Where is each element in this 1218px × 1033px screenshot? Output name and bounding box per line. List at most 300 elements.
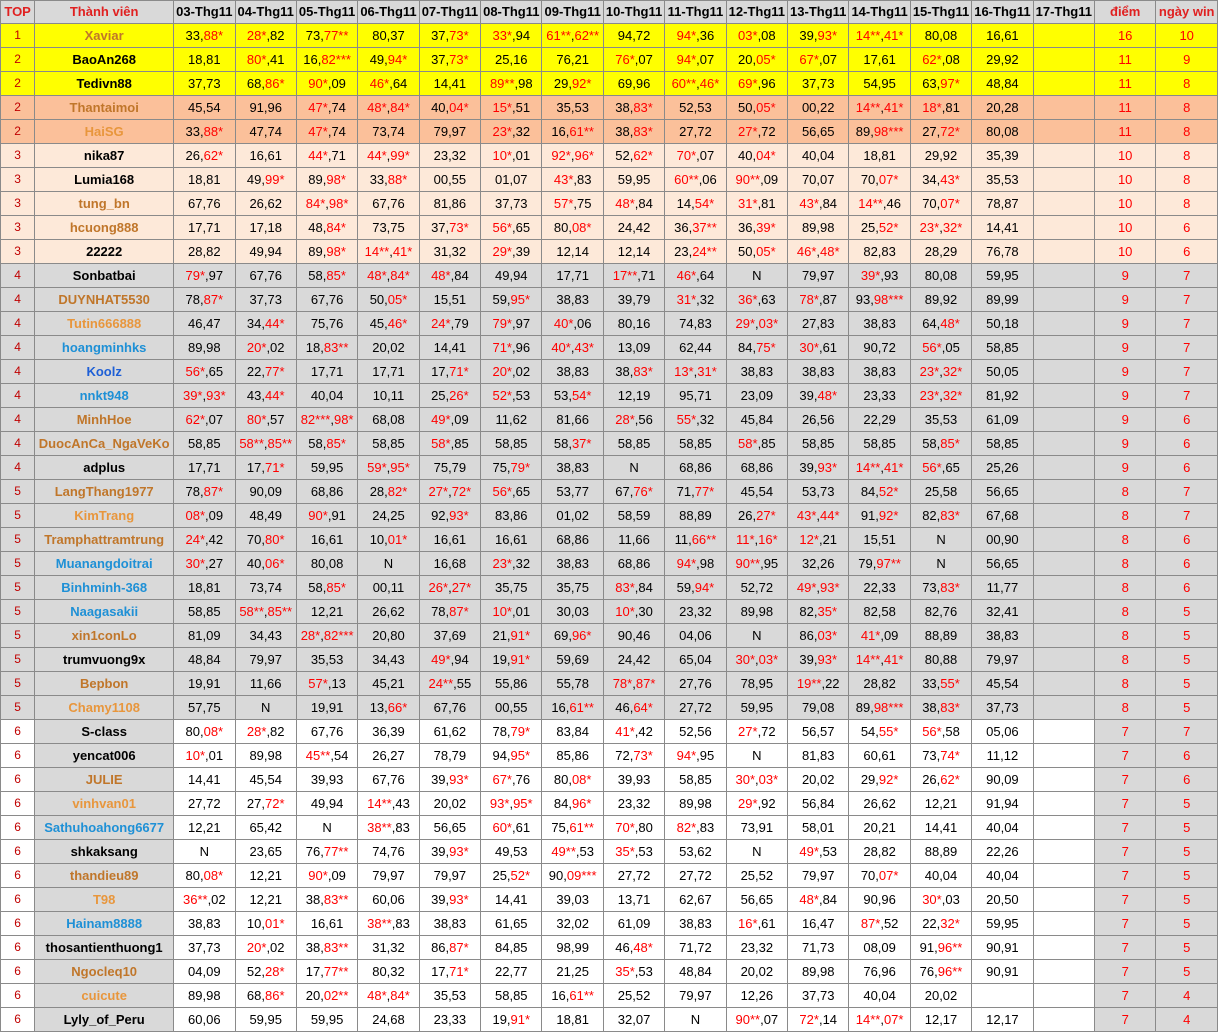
win-days-cell: 6 [1156,432,1218,456]
day-result-cell: 36,39* [726,216,787,240]
day-result-cell: 19,91* [481,648,542,672]
day-result-cell: 80,08* [174,720,235,744]
member-name: Sathuhoahong6677 [35,816,174,840]
day-result-cell: 61,09 [972,408,1033,432]
rank-cell: 4 [1,336,35,360]
day-result-cell: 48*,84 [603,192,664,216]
day-result-cell: 94*,98 [665,552,726,576]
day-result-cell: 17,77** [296,960,357,984]
day-result-cell: 10*,01 [481,144,542,168]
points-cell: 9 [1094,312,1155,336]
day-result-cell: 36*,63 [726,288,787,312]
day-result-cell: N [358,552,419,576]
member-name: cuicute [35,984,174,1008]
column-header: điểm [1094,1,1155,24]
table-row [1,912,1218,936]
day-result-cell [1033,120,1094,144]
day-result-cell: 67,76 [358,192,419,216]
member-name: 22222 [35,240,174,264]
day-result-cell: 24,42 [603,216,664,240]
win-days-cell: 8 [1156,144,1218,168]
points-cell: 7 [1094,960,1155,984]
day-result-cell: 83,86 [481,504,542,528]
day-result-cell: 17,71 [174,456,235,480]
day-result-cell: 26*,27* [419,576,480,600]
table-row [1,816,1218,840]
day-result-cell: 38,83 [542,456,603,480]
win-days-cell: 7 [1156,720,1218,744]
day-result-cell: 17,18 [235,216,296,240]
win-days-cell: 7 [1156,504,1218,528]
day-result-cell: 59,94* [665,576,726,600]
day-result-cell [1033,576,1094,600]
day-result-cell: 37,73 [972,696,1033,720]
member-name: Ngocleq10 [35,960,174,984]
day-result-cell: 80*,41 [235,48,296,72]
table-row [1,744,1218,768]
points-cell: 7 [1094,768,1155,792]
day-result-cell [1033,792,1094,816]
day-result-cell: 37,73 [481,192,542,216]
day-result-cell: 84,96* [542,792,603,816]
table-row [1,312,1218,336]
member-name: MinhHoe [35,408,174,432]
day-result-cell: 56*,05 [910,336,971,360]
day-result-cell: 69,96 [603,72,664,96]
day-result-cell [1033,48,1094,72]
points-cell: 8 [1094,600,1155,624]
day-result-cell: 82***,98* [296,408,357,432]
day-result-cell: 76,78 [972,240,1033,264]
table-row [1,96,1218,120]
day-result-cell: 89,98*** [849,696,910,720]
day-result-cell: 90,91 [972,936,1033,960]
day-result-cell: 68,86 [542,528,603,552]
day-result-cell: 18,81 [174,48,235,72]
day-result-cell: 23,33 [849,384,910,408]
day-result-cell: 90,46 [603,624,664,648]
day-result-cell: 70*,80 [603,816,664,840]
day-result-cell [1033,168,1094,192]
day-result-cell: 59,69 [542,648,603,672]
day-result-cell: 61,65 [481,912,542,936]
day-result-cell: 38,83 [542,288,603,312]
day-result-cell: 30,03 [542,600,603,624]
table-row [1,600,1218,624]
table-row [1,768,1218,792]
win-days-cell: 7 [1156,264,1218,288]
table-row [1,648,1218,672]
rank-cell: 5 [1,600,35,624]
day-result-cell: 79,97** [849,552,910,576]
day-result-cell: 82,58 [849,600,910,624]
day-result-cell: 58,85 [849,432,910,456]
day-result-cell: 55,78 [542,672,603,696]
day-result-cell: 58,85 [972,432,1033,456]
column-header: Thành viên [35,1,174,24]
member-name: hcuong888 [35,216,174,240]
day-result-cell: 79,97 [419,120,480,144]
member-name: Hainam8888 [35,912,174,936]
day-result-cell: 26,62* [174,144,235,168]
day-result-cell: N [603,456,664,480]
day-result-cell [1033,432,1094,456]
day-result-cell: 94*,07 [665,48,726,72]
day-result-cell: 50,18 [972,312,1033,336]
day-result-cell: 22,77 [481,960,542,984]
day-result-cell: 43*,83 [542,168,603,192]
day-result-cell: 29,92* [849,768,910,792]
day-result-cell: 52,62* [603,144,664,168]
day-result-cell: 60**,46* [665,72,726,96]
day-result-cell: 59,95 [235,1008,296,1032]
day-result-cell: 14,54* [665,192,726,216]
day-result-cell: 13,71 [603,888,664,912]
day-result-cell: 75,79* [481,456,542,480]
points-cell: 9 [1094,432,1155,456]
day-result-cell: 78,95 [726,672,787,696]
day-result-cell: 68,86* [235,984,296,1008]
day-result-cell: 37,73* [419,48,480,72]
day-result-cell: 34,43* [910,168,971,192]
member-name: Tutin666888 [35,312,174,336]
points-cell: 10 [1094,144,1155,168]
day-result-cell: 38,83* [603,360,664,384]
day-result-cell: 56,65 [419,816,480,840]
day-result-cell: 91,94 [972,792,1033,816]
day-result-cell: 14**,41* [849,648,910,672]
day-result-cell: 16,61 [419,528,480,552]
day-result-cell: 89,98 [726,600,787,624]
day-result-cell: 23,24** [665,240,726,264]
day-result-cell: 12,21 [235,888,296,912]
day-result-cell [1033,96,1094,120]
member-name: Naagasakii [35,600,174,624]
day-result-cell: 11,77 [972,576,1033,600]
member-name: Koolz [35,360,174,384]
day-result-cell: 89,98 [174,984,235,1008]
table-row [1,432,1218,456]
day-result-cell: 63,97* [910,72,971,96]
day-result-cell: 38,83 [726,360,787,384]
day-result-cell: 82,35* [788,600,849,624]
table-row [1,456,1218,480]
day-result-cell: 14**,07* [849,1008,910,1032]
points-cell: 11 [1094,120,1155,144]
day-result-cell: 01,02 [542,504,603,528]
win-days-cell: 6 [1156,576,1218,600]
member-name: hoangminhks [35,336,174,360]
day-result-cell [1033,264,1094,288]
day-result-cell: 56,65 [972,552,1033,576]
day-result-cell: 35,53 [910,408,971,432]
points-cell: 8 [1094,504,1155,528]
day-result-cell: 76,77** [296,840,357,864]
day-result-cell: 73,74 [235,576,296,600]
column-header: 06-Thg11 [358,1,419,24]
day-result-cell: 27,72 [665,864,726,888]
day-result-cell: 17**,71 [603,264,664,288]
points-cell: 8 [1094,624,1155,648]
day-result-cell: 84,85 [481,936,542,960]
day-result-cell: 41*,09 [849,624,910,648]
day-result-cell: 22,33 [849,576,910,600]
column-header: TOP [1,1,35,24]
table-row [1,216,1218,240]
day-result-cell: 39,93 [296,768,357,792]
member-name: LangThang1977 [35,480,174,504]
day-result-cell: 81,92 [972,384,1033,408]
day-result-cell: 81,86 [419,192,480,216]
day-result-cell: 25,52 [603,984,664,1008]
day-result-cell: 23,33 [419,1008,480,1032]
day-result-cell: 27,72* [235,792,296,816]
day-result-cell [1033,528,1094,552]
day-result-cell: 79,97 [788,264,849,288]
day-result-cell [1033,552,1094,576]
day-result-cell: 25,52 [726,864,787,888]
day-result-cell: 00,55 [419,168,480,192]
rank-cell: 4 [1,312,35,336]
day-result-cell: 67*,76 [481,768,542,792]
table-row [1,504,1218,528]
table-row [1,144,1218,168]
day-result-cell: 23*,32 [481,552,542,576]
day-result-cell: 25,52* [849,216,910,240]
day-result-cell: 38,83** [296,888,357,912]
day-result-cell: 67,76 [358,768,419,792]
win-days-cell: 5 [1156,888,1218,912]
day-result-cell: 23*,32 [481,120,542,144]
member-name: adplus [35,456,174,480]
table-row [1,168,1218,192]
day-result-cell: 84,75* [726,336,787,360]
day-result-cell: 76,96 [849,960,910,984]
day-result-cell: 65,04 [665,648,726,672]
day-result-cell: 57*,13 [296,672,357,696]
day-result-cell: 17,71 [542,264,603,288]
day-result-cell: 20,02 [358,336,419,360]
day-result-cell: 49,94 [235,240,296,264]
win-days-cell: 8 [1156,120,1218,144]
day-result-cell: 12,19 [603,384,664,408]
day-result-cell: 39,93* [788,456,849,480]
points-cell: 9 [1094,264,1155,288]
day-result-cell: 74,83 [665,312,726,336]
day-result-cell: 29*,92 [726,792,787,816]
day-result-cell: 80,08* [542,216,603,240]
win-days-cell: 5 [1156,864,1218,888]
member-name: DuocAnCa_NgaVeKo [35,432,174,456]
win-days-cell: 4 [1156,1008,1218,1032]
day-result-cell: 60,06 [358,888,419,912]
day-result-cell: 33,88* [358,168,419,192]
day-result-cell [972,984,1033,1008]
win-days-cell: 5 [1156,600,1218,624]
day-result-cell: 49*,53 [788,840,849,864]
day-result-cell: 37,73 [235,288,296,312]
day-result-cell: 24,68 [358,1008,419,1032]
column-header: 09-Thg11 [542,1,603,24]
member-name: Xaviar [35,24,174,48]
day-result-cell: 40,04 [910,864,971,888]
day-result-cell: 39,93* [419,840,480,864]
points-cell: 7 [1094,744,1155,768]
day-result-cell: 28,29 [910,240,971,264]
day-result-cell: 12,14 [542,240,603,264]
day-result-cell: 78*,87 [788,288,849,312]
rank-cell: 4 [1,456,35,480]
member-name: nnkt948 [35,384,174,408]
member-name: thosantienthuong1 [35,936,174,960]
rank-cell: 5 [1,552,35,576]
day-result-cell: 58**,85** [235,600,296,624]
points-cell: 9 [1094,408,1155,432]
day-result-cell [1033,312,1094,336]
day-result-cell: 75,76 [296,312,357,336]
day-result-cell: 32,41 [972,600,1033,624]
day-result-cell: 34,43 [358,648,419,672]
day-result-cell: 48*,84* [358,264,419,288]
day-result-cell: 53,62 [665,840,726,864]
day-result-cell: 40,04 [972,816,1033,840]
day-result-cell: 37,73 [788,72,849,96]
day-result-cell: 16,61 [235,144,296,168]
table-row [1,672,1218,696]
day-result-cell: 04,06 [665,624,726,648]
day-result-cell: 59,95 [296,456,357,480]
day-result-cell: 38,83* [910,696,971,720]
day-result-cell: 76,96** [910,960,971,984]
rank-cell: 1 [1,24,35,48]
table-row [1,264,1218,288]
points-cell: 10 [1094,168,1155,192]
day-result-cell: 83,84 [542,720,603,744]
day-result-cell [1033,624,1094,648]
day-result-cell: 95,71 [665,384,726,408]
day-result-cell: 58,85 [481,432,542,456]
table-row [1,384,1218,408]
day-result-cell: 67,76 [296,288,357,312]
day-result-cell: 27*,72 [726,720,787,744]
day-result-cell: 14,41 [419,72,480,96]
day-result-cell: 60,61 [849,744,910,768]
day-result-cell [1033,504,1094,528]
day-result-cell: 46*,64 [358,72,419,96]
points-cell: 7 [1094,720,1155,744]
member-name: DUYNHAT5530 [35,288,174,312]
day-result-cell: 55*,32 [665,408,726,432]
day-result-cell: 33*,94 [481,24,542,48]
day-result-cell: 92*,96* [542,144,603,168]
day-result-cell: 89,98 [235,744,296,768]
day-result-cell [1033,696,1094,720]
day-result-cell: 03*,08 [726,24,787,48]
day-result-cell: 14**,43 [358,792,419,816]
day-result-cell: 39,79 [603,288,664,312]
day-result-cell: 56*,65 [481,216,542,240]
day-result-cell: 38,83 [542,552,603,576]
member-name: Lumia168 [35,168,174,192]
day-result-cell: 59,95 [972,912,1033,936]
rank-cell: 3 [1,216,35,240]
win-days-cell: 6 [1156,408,1218,432]
table-row [1,360,1218,384]
day-result-cell: 05,06 [972,720,1033,744]
column-header: 16-Thg11 [972,1,1033,24]
day-result-cell: 27,72 [665,696,726,720]
day-result-cell: 48,84 [665,960,726,984]
day-result-cell: 11,66 [603,528,664,552]
day-result-cell: 25,52* [481,864,542,888]
day-result-cell: 89,92 [910,288,971,312]
day-result-cell: 68,86* [235,72,296,96]
day-result-cell: 00,55 [481,696,542,720]
day-result-cell: 38,83 [849,312,910,336]
day-result-cell: 89,98 [665,792,726,816]
day-result-cell: 30*,03* [726,648,787,672]
day-result-cell: 11,66 [235,672,296,696]
rank-cell: 6 [1,888,35,912]
day-result-cell: 39,93* [788,24,849,48]
day-result-cell: 79,08 [788,696,849,720]
win-days-cell: 5 [1156,960,1218,984]
day-result-cell: 35*,53 [603,960,664,984]
day-result-cell: 93,98*** [849,288,910,312]
day-result-cell: 64,48* [910,312,971,336]
day-result-cell: 47*,74 [296,96,357,120]
day-result-cell: 56,57 [788,720,849,744]
day-result-cell: 62*,08 [910,48,971,72]
win-days-cell: 7 [1156,480,1218,504]
day-result-cell: 20,50 [972,888,1033,912]
day-result-cell: 79,97 [972,648,1033,672]
day-result-cell: 78,87 [972,192,1033,216]
day-result-cell: 14,41 [419,336,480,360]
points-cell: 11 [1094,96,1155,120]
day-result-cell: 35*,53 [603,840,664,864]
day-result-cell: 73,77** [296,24,357,48]
day-result-cell: 24**,55 [419,672,480,696]
points-cell: 7 [1094,936,1155,960]
day-result-cell: 49,94* [358,48,419,72]
member-name: Chamy1108 [35,696,174,720]
member-name: BaoAn268 [35,48,174,72]
day-result-cell: 81,09 [174,624,235,648]
day-result-cell: 79,97 [419,864,480,888]
day-result-cell: 25,16 [481,48,542,72]
day-result-cell: 16,61** [542,984,603,1008]
day-result-cell: 84,52* [849,480,910,504]
day-result-cell: 17,71 [358,360,419,384]
day-result-cell: 22,26 [972,840,1033,864]
rank-cell: 4 [1,360,35,384]
day-result-cell: 82,83* [910,504,971,528]
day-result-cell: 85,86 [542,744,603,768]
day-result-cell: 27,83 [788,312,849,336]
day-result-cell [1033,360,1094,384]
day-result-cell [1033,648,1094,672]
day-result-cell: 43*,44* [788,504,849,528]
day-result-cell: 38,83 [972,624,1033,648]
member-name: vinhvan01 [35,792,174,816]
win-days-cell: 8 [1156,96,1218,120]
win-days-cell: 6 [1156,456,1218,480]
day-result-cell: 89,98 [788,960,849,984]
points-cell: 9 [1094,288,1155,312]
member-name: Thantaimoi [35,96,174,120]
day-result-cell: 34,43 [235,624,296,648]
